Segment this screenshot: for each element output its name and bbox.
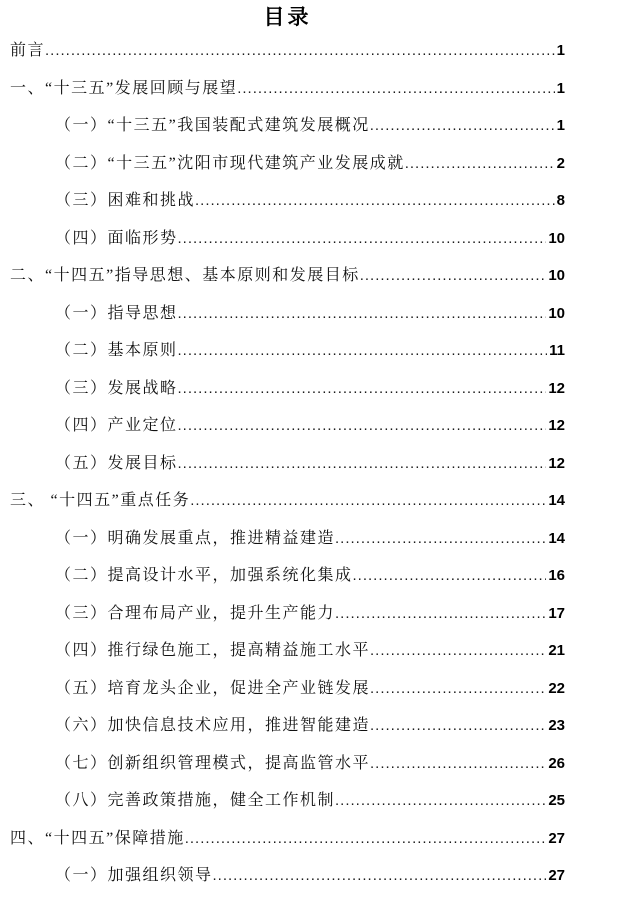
toc-entry-page: 11 (549, 342, 565, 359)
toc-entry[interactable] (10, 182, 565, 220)
toc-entry-label: （二）基本原则 (55, 342, 178, 359)
toc-dot-leader (370, 745, 546, 783)
toc-dot-leader (178, 295, 547, 333)
toc-entry[interactable] (10, 295, 565, 333)
toc-entry[interactable] (10, 707, 565, 745)
toc-entry-label: （七）创新组织管理模式，提高监管水平 (55, 754, 371, 772)
toc-entry-page: 14 (548, 492, 565, 509)
toc-entry[interactable] (10, 332, 565, 370)
toc-entry-page: 2 (556, 154, 565, 172)
toc-entry-page: 25 (548, 792, 565, 809)
toc-entry[interactable] (10, 670, 565, 708)
toc-entry[interactable] (10, 520, 565, 558)
toc-dot-leader (353, 557, 547, 595)
toc-entry-label: 一、“十三五”发展回顾与展望 (10, 79, 238, 97)
page-title: 目录 (263, 5, 312, 29)
toc-list (10, 32, 565, 895)
toc-entry[interactable] (10, 745, 565, 783)
toc-entry-label: （八）完善政策措施，健全工作机制 (55, 792, 336, 809)
toc-dot-leader (190, 482, 546, 520)
toc-entry[interactable] (10, 857, 565, 895)
toc-entry-label: （四）推行绿色施工，提高精益施工水平 (55, 642, 371, 659)
toc-entry[interactable] (10, 145, 565, 183)
toc-entry-page: 1 (556, 42, 565, 59)
toc-dot-leader (405, 145, 555, 183)
toc-dot-leader (178, 445, 547, 483)
toc-entry-page: 10 (548, 304, 565, 322)
toc-entry-label: （五）发展目标 (55, 454, 178, 472)
toc-entry[interactable] (10, 595, 565, 633)
toc-dot-leader (45, 32, 555, 70)
toc-entry-label: （一）明确发展重点，推进精益建造 (55, 529, 336, 547)
toc-entry-label: 四、“十四五”保障措施 (10, 829, 185, 847)
toc-entry-label: （三）合理布局产业，提升生产能力 (55, 604, 336, 622)
toc-entry-label: （三）困难和挑战 (55, 192, 196, 209)
toc-entry[interactable] (10, 370, 565, 408)
toc-entry[interactable] (10, 632, 565, 670)
toc-entry[interactable] (10, 257, 565, 295)
toc-entry[interactable] (10, 557, 565, 595)
toc-entry-label: （一）“十三五”我国装配式建筑发展概况 (55, 117, 370, 134)
toc-entry-page: 22 (548, 679, 565, 697)
toc-entry-page: 1 (556, 117, 565, 134)
toc-entry[interactable] (10, 482, 565, 520)
toc-entry-page: 12 (548, 454, 565, 472)
toc-entry[interactable] (10, 407, 565, 445)
toc-dot-leader (370, 107, 555, 145)
toc-entry-label: 二、“十四五”指导思想、基本原则和发展目标 (10, 267, 360, 284)
toc-entry-page: 17 (548, 604, 565, 622)
toc-dot-leader (335, 520, 546, 558)
toc-entry-page: 12 (548, 379, 565, 397)
toc-dot-leader (335, 595, 546, 633)
toc-dot-leader (178, 407, 547, 445)
toc-entry-page: 27 (548, 867, 565, 884)
toc-entry-page: 10 (548, 267, 565, 284)
toc-entry[interactable] (10, 32, 565, 70)
toc-dot-leader (370, 632, 546, 670)
toc-entry-label: 前言 (10, 42, 46, 59)
toc-entry[interactable] (10, 782, 565, 820)
toc-entry[interactable] (10, 445, 565, 483)
toc-entry-label: （四）产业定位 (55, 417, 178, 434)
toc-entry-label: （一）加强组织领导 (55, 867, 213, 884)
toc-entry-page: 8 (556, 192, 565, 209)
toc-dot-leader (178, 370, 547, 408)
toc-dot-leader (370, 707, 546, 745)
toc-dot-leader (213, 857, 547, 895)
toc-entry-label: （一）指导思想 (55, 304, 178, 322)
toc-entry[interactable] (10, 820, 565, 858)
toc-dot-leader (195, 182, 555, 220)
toc-entry-label: （二）提高设计水平，加强系统化集成 (55, 567, 353, 584)
toc-entry-page: 21 (548, 642, 565, 659)
toc-entry[interactable] (10, 107, 565, 145)
toc-entry-page: 26 (548, 754, 565, 772)
toc-entry-label: （六）加快信息技术应用，推进智能建造 (55, 717, 371, 734)
toc-entry-label: 三、 “十四五”重点任务 (10, 492, 191, 509)
toc-entry[interactable] (10, 220, 565, 258)
toc-entry-label: （四）面临形势 (55, 229, 178, 247)
toc-entry-page: 23 (548, 717, 565, 734)
toc-entry-label: （三）发展战略 (55, 379, 178, 397)
toc-dot-leader (237, 70, 554, 108)
toc-entry-page: 10 (548, 229, 565, 247)
toc-entry-page: 12 (548, 417, 565, 434)
toc-entry-label: （五）培育龙头企业，促进全产业链发展 (55, 679, 371, 697)
toc-entry-page: 14 (548, 529, 565, 547)
toc-entry-label: （二）“十三五”沈阳市现代建筑产业发展成就 (55, 154, 405, 172)
toc-dot-leader (335, 782, 546, 820)
toc-entry-page: 27 (548, 829, 565, 847)
toc-entry[interactable] (10, 70, 565, 108)
toc-dot-leader (178, 220, 547, 258)
toc-entry-page: 16 (548, 567, 565, 584)
toc-dot-leader (185, 820, 547, 858)
toc-dot-leader (370, 670, 546, 708)
toc-entry-page: 1 (556, 79, 565, 97)
toc-dot-leader (178, 332, 548, 370)
toc-dot-leader (360, 257, 547, 295)
